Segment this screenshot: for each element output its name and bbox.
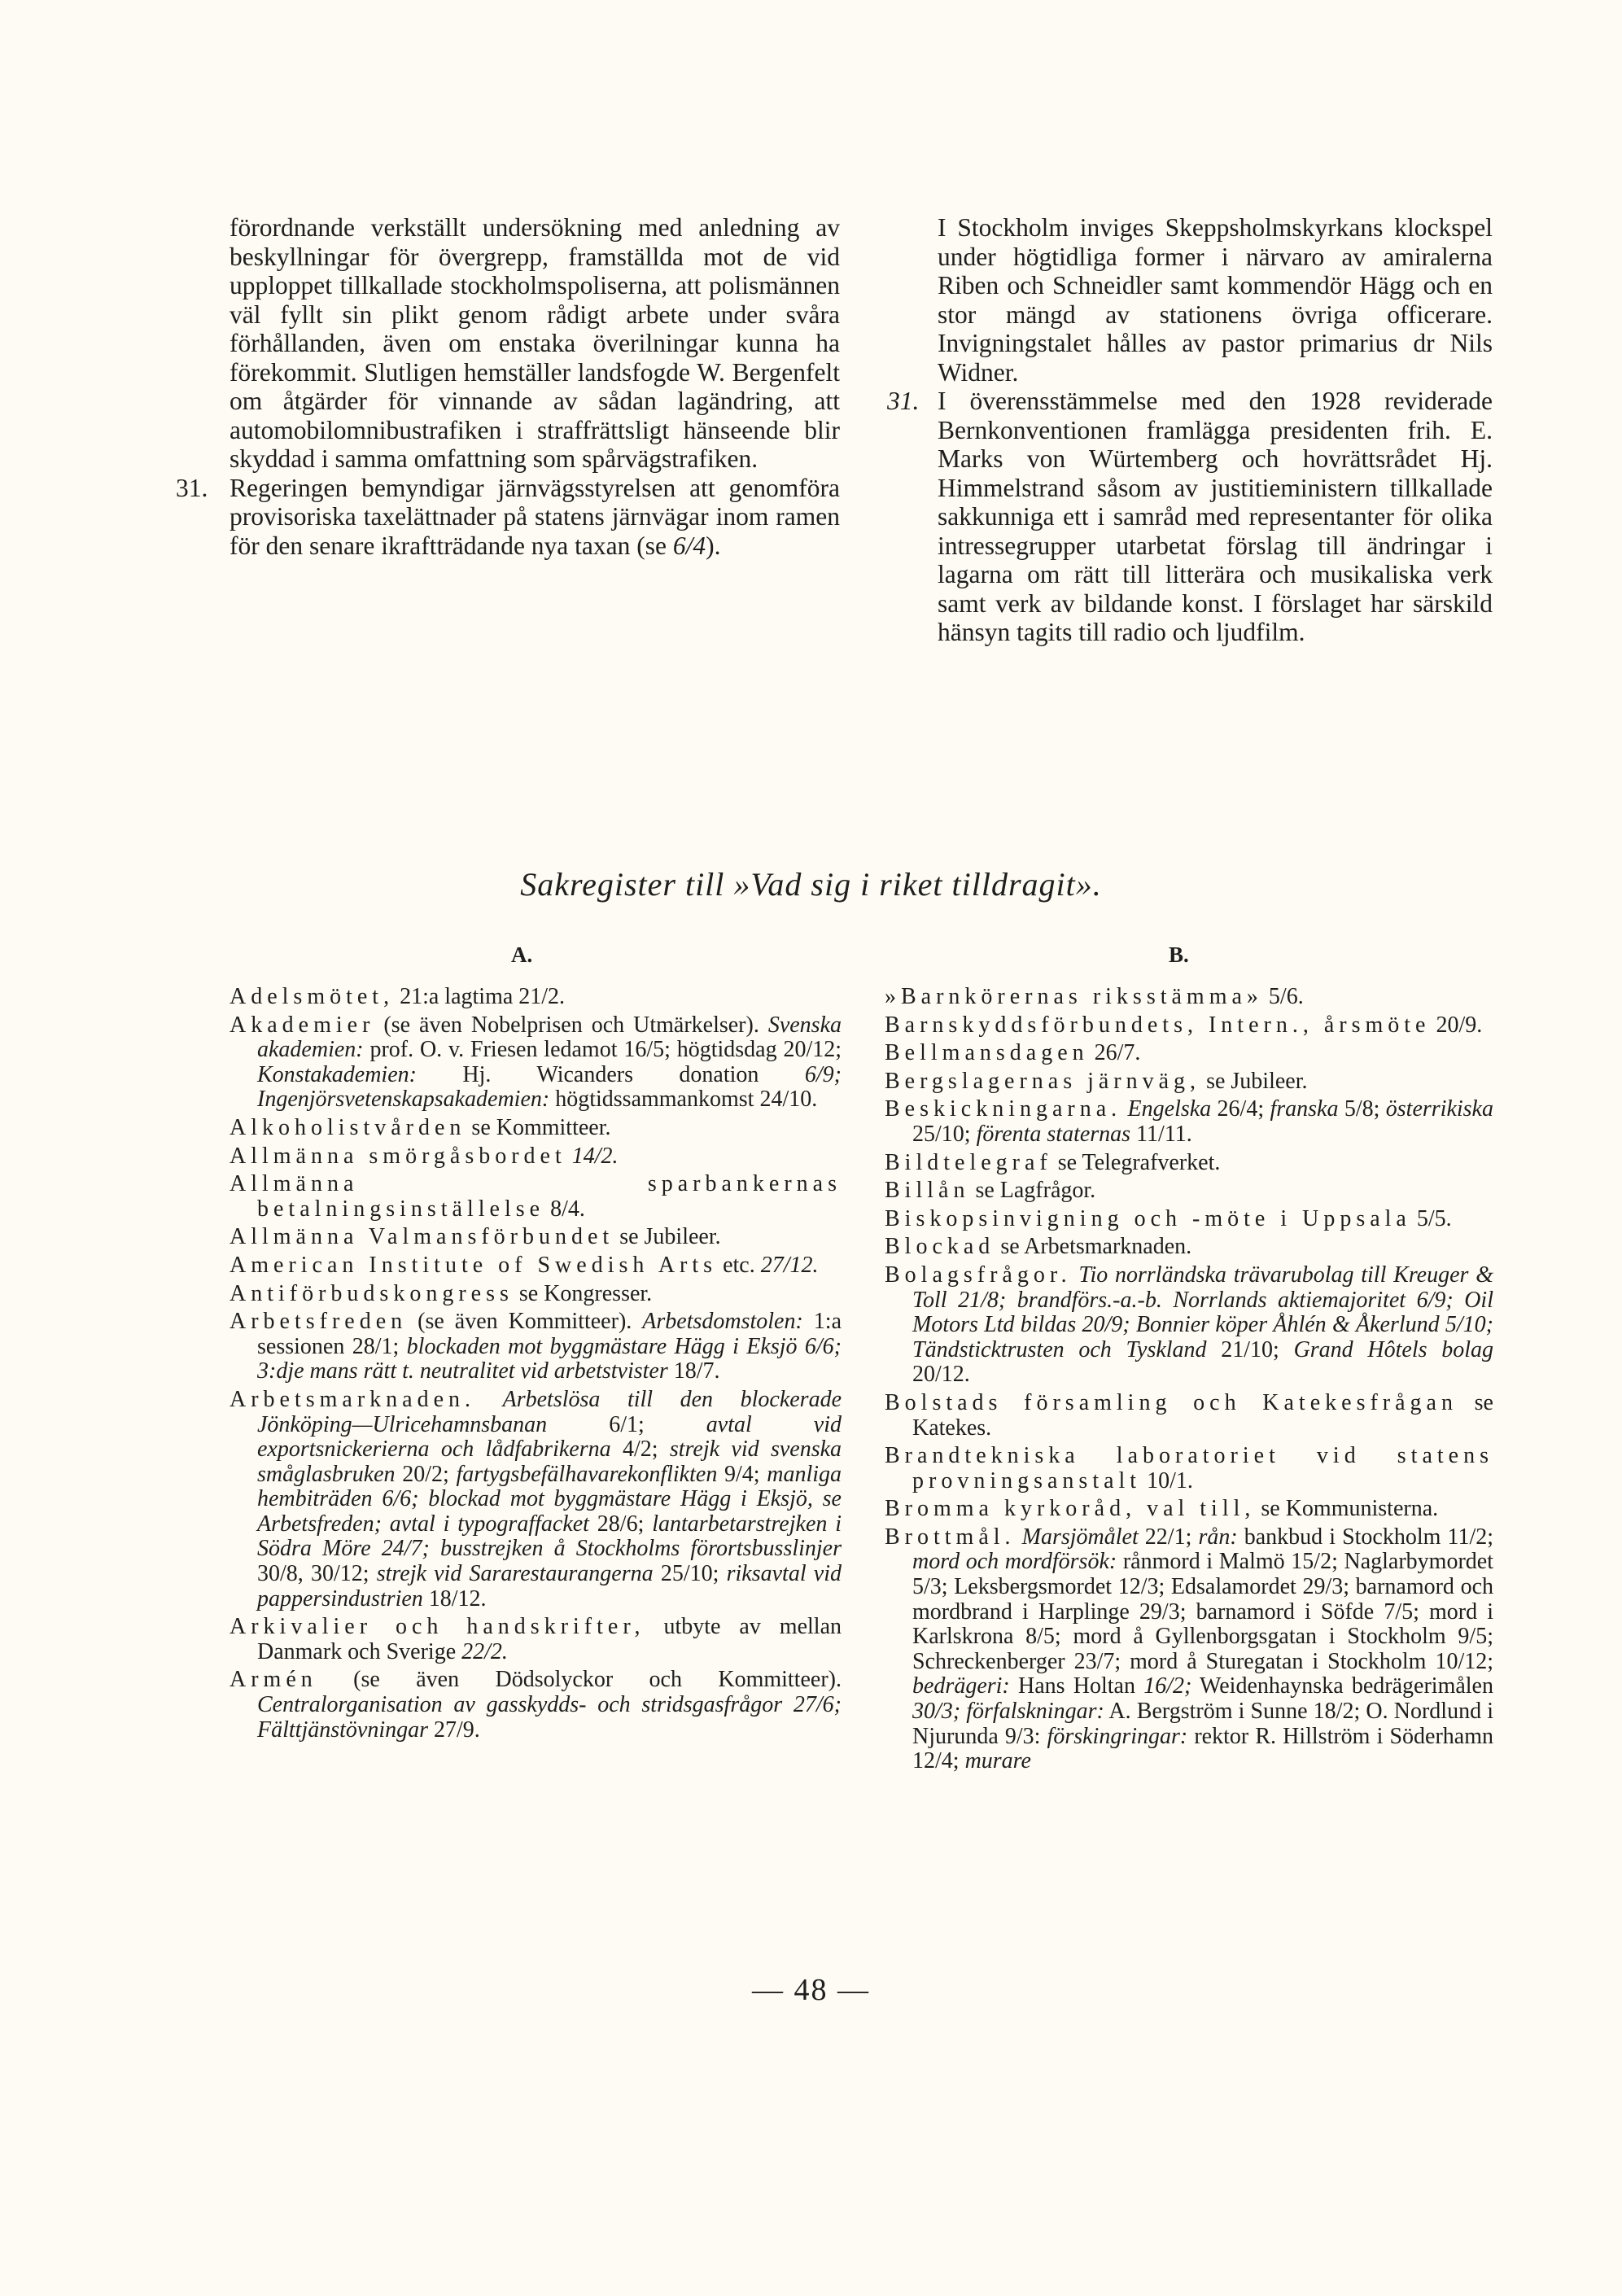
index-text: 6/1; (547, 1411, 706, 1437)
index-subentry: 14/2. (571, 1143, 619, 1169)
index-entry (885, 1069, 1493, 1095)
index-text: bankbud i Stockholm 11/2; (1237, 1524, 1494, 1550)
index-headword: Billån (885, 1178, 970, 1204)
index-text (566, 1144, 572, 1169)
index-headword: Blockad (885, 1234, 995, 1260)
index-subentry: Konstakademien: (257, 1061, 417, 1087)
index-text: 5/5. (1410, 1205, 1452, 1231)
index-entry (230, 1282, 842, 1307)
index-subentry: blockaden mot byggmästare Hägg i Eksjö 6/6; 3:dje mans rätt t. neutralitet vid arbetstvister (257, 1333, 842, 1384)
index-text: Hj. Wicanders donation (416, 1061, 805, 1087)
index-text: Weidenhaynska bedrägerimålen (1191, 1673, 1493, 1699)
index-text: 20/2; (395, 1461, 457, 1487)
index-headword: Allmänna Valmansförbundet (230, 1224, 614, 1250)
index-headword: Arbetsfreden (230, 1309, 408, 1335)
index-entry (230, 1310, 842, 1384)
index-text: se Kommunisterna. (1255, 1496, 1439, 1522)
index-entry (230, 1388, 842, 1612)
index-text: se Jubileer. (614, 1224, 721, 1250)
index-text: 26/7. (1088, 1040, 1141, 1066)
index-entry (885, 1013, 1493, 1039)
index-entry (230, 1116, 842, 1141)
index-entry (230, 1013, 842, 1113)
index-text: 8/4. (544, 1196, 585, 1222)
index-text: etc. (717, 1252, 761, 1278)
index-headword: Bolstads församling och Katekesfrågan (885, 1389, 1458, 1415)
index-subentry: 22/2. (461, 1638, 508, 1664)
index-subentry: Tio norrländska trävarubolag till Kreuger & Toll 21/8; brandförs.-a.-b. Norrlands aktiemajoritet 6/9; Oil Motors Ltd bildas 20/9; Bonnier köper Åhlén & Åkerlund 5/10; Tändsticktrusten och Tyskland (912, 1262, 1493, 1362)
index-text: 5/8; (1338, 1096, 1386, 1122)
index-text: (se även Dödsolyckor och Kommitteer). (317, 1667, 842, 1693)
register-column-b (885, 985, 1493, 1774)
index-text: se Kommitteer. (466, 1114, 611, 1140)
index-text: (se även Kommitteer). (407, 1309, 643, 1335)
index-entry (230, 1172, 842, 1222)
index-subentry: 27/12. (760, 1252, 819, 1278)
index-headword: Beskickningarna. (885, 1096, 1122, 1122)
index-subentry: Arbetslösa till den blockerade Jönköping—Ulricehamnsbanan (257, 1386, 842, 1437)
index-entry (885, 1263, 1493, 1388)
index-subentry: murare (964, 1748, 1031, 1774)
entry-text-end: ). (706, 531, 721, 560)
index-text: 5/6. (1262, 984, 1304, 1009)
index-subentry: mord och mordförsök: (912, 1549, 1117, 1575)
chronicle-entry (176, 473, 840, 561)
index-entry (885, 1097, 1493, 1147)
entry-reference: 6/4 (672, 531, 706, 560)
index-subentry: Grand Hôtels bolag (1293, 1336, 1493, 1362)
top-left-column (176, 213, 840, 560)
index-text (1121, 1096, 1127, 1122)
index-entry (230, 1253, 842, 1279)
index-text: prof. O. v. Friesen ledamot 16/5; högtidsdag 20/12; (363, 1037, 842, 1063)
index-text: 18/12. (422, 1585, 487, 1612)
entry-text: Regeringen bemyndigar järnvägsstyrelsen att genomföra provisoriska taxelättnader på statens järnvägar inom ramen för den senare ikraftträdande nya taxan (se (230, 473, 840, 560)
index-text: Hans Holtan (1009, 1673, 1144, 1699)
index-subentry: bedrägeri: (912, 1673, 1010, 1699)
index-subentry: 6/9; (804, 1061, 842, 1087)
continued-paragraph: förordnande verkställt undersökning med anledning av beskyllningar för övergrepp, framställda mot de vid upploppet tillkallade stockholmspoliserna, att polismännen väl fyllt sin plikt genom rådigt arbete under svåra förhållanden, även om enstaka överilningar kunna ha förekommit. Slutligen hemställer landsfogde W. Bergenfelt om åtgärder för vinnande av sådan lagändring, att automobilomnibustrafiken i straffrättsligt hänseende blir skyddad i samma omfattning som spårvägstrafiken. (230, 213, 840, 473)
index-text: se Lagfrågor. (969, 1178, 1096, 1204)
index-subentry: avtal vid exportsnickerierna och lådfabrikerna (257, 1411, 842, 1463)
index-headword: Armén (230, 1667, 317, 1693)
index-entry (230, 985, 842, 1010)
index-headword: »Barnkörernas riksstämma» (885, 984, 1263, 1009)
index-text (475, 1387, 503, 1412)
index-text: rektor R. Hillström i Söderhamn 12/4; (912, 1723, 1493, 1774)
index-text: 11/11. (1130, 1121, 1192, 1147)
index-text: se Katekes. (912, 1389, 1493, 1441)
section-letter-b: B. (1169, 942, 1189, 967)
top-right-column (887, 213, 1493, 647)
index-text: högtidssammankomst 24/10. (549, 1087, 818, 1113)
index-headword: Bolagsfrågor. (885, 1262, 1072, 1288)
section-letter-a: A. (511, 942, 533, 967)
index-headword: Brandtekniska laboratoriet vid statens provningsanstalt (885, 1443, 1493, 1493)
index-subentry: Marsjömålet (1021, 1524, 1139, 1550)
index-text: 1:a sessionen 28/1; (257, 1309, 842, 1359)
index-entry (885, 1041, 1493, 1066)
index-subentry: 30/3; förfalskningar: (912, 1699, 1104, 1725)
index-headword: American Institute of Swedish Arts (230, 1252, 718, 1278)
index-text: 26/4; (1211, 1096, 1270, 1122)
index-text: 20/12. (912, 1362, 970, 1388)
index-headword: Bromma kyrkoråd, val till, (885, 1496, 1256, 1522)
entry-date-number: 31. (176, 473, 208, 502)
index-text: 10/1. (1141, 1467, 1193, 1493)
index-subentry: rån: (1198, 1524, 1238, 1550)
register-title: Sakregister till »Vad sig i riket tilldragit». (520, 866, 1102, 903)
index-text: se Kongresser. (513, 1280, 653, 1306)
index-entry (885, 985, 1493, 1010)
index-entry (885, 1207, 1493, 1232)
index-entry (230, 1144, 842, 1170)
index-text: rånmord i Malmö 15/2; Naglarbymordet 5/3; Leksbergsmordet 12/3; Edsalamordet 29/3; barnamord och mordbrand i Harplinge 29/3; barnamord i Söfde 7/5; mord i Karlskrona 8/5; mord å Gyllenborgsgatan i Stockholm 9/5; Schreckenberger 23/7; mord å Sturegatan i Stockholm 10/12; (912, 1549, 1493, 1674)
index-headword: Arbetsmarknaden. (230, 1386, 476, 1412)
entry-date-number: 31. (887, 387, 920, 415)
page-number: — 48 — (752, 1973, 870, 2007)
index-text: 21:a lagtima 21/2. (394, 984, 566, 1009)
index-subentry: österrikiska (1385, 1096, 1493, 1122)
index-headword: Bellmansdagen (885, 1040, 1089, 1066)
index-subentry: manliga hembiträden 6/6; blockad mot byggmästare Hägg i Eksjö, se Arbetsfreden; avtal i typograffacket (257, 1461, 842, 1537)
index-entry (885, 1444, 1493, 1493)
index-entry (230, 1225, 842, 1250)
index-headword: Antiförbudskongress (230, 1280, 514, 1306)
index-text (1016, 1524, 1022, 1550)
chronicle-entry (887, 387, 1493, 647)
index-headword: Biskopsinvigning och -möte i Uppsala (885, 1205, 1411, 1231)
index-text: 22/1; (1138, 1524, 1199, 1550)
index-text: utbyte av mellan Danmark och Sverige (257, 1614, 842, 1664)
index-subentry: Centralorganisation av gasskydds- och stridsgasfrågor 27/6; Fälttjänstövningar (257, 1692, 842, 1743)
index-text: 21/10; (1206, 1336, 1294, 1362)
index-headword: Alkoholistvården (230, 1114, 466, 1140)
index-subentry: Svenska akademien: (257, 1012, 842, 1063)
index-text: 4/2; (610, 1437, 670, 1463)
index-text: 9/4; (717, 1461, 767, 1487)
index-entry (885, 1497, 1493, 1522)
index-text: se Telegrafverket. (1051, 1149, 1221, 1175)
index-subentry: Arbetsdomstolen: (642, 1309, 803, 1335)
index-headword: Allmänna smörgåsbordet (230, 1143, 566, 1169)
index-text: 20/9. (1430, 1012, 1483, 1038)
index-subentry: förskingringar: (1047, 1723, 1188, 1749)
index-headword: Adelsmötet, (230, 984, 395, 1009)
index-text: 28/6; (588, 1511, 653, 1537)
index-entry (885, 1525, 1493, 1774)
index-subentry: strejk vid Sararestaurangerna (376, 1561, 654, 1587)
index-headword: Arkivalier och handskrifter, (230, 1614, 645, 1640)
index-entry (885, 1391, 1493, 1441)
index-subentry: strejk vid svenska småglasbruken (257, 1437, 842, 1487)
index-entry (885, 1151, 1493, 1176)
index-subentry: Ingenjörsvetenskapsakademien: (257, 1087, 550, 1113)
index-text: A. Bergström i Sunne 18/2; O. Nordlund i Njurunda 9/3: (912, 1699, 1493, 1749)
index-headword: Allmänna sparbankernas betalningsinställelse (230, 1171, 842, 1222)
index-entry (230, 1668, 842, 1743)
index-text: se Jubileer. (1200, 1068, 1308, 1094)
index-entry (230, 1615, 842, 1664)
index-headword: Bergslagernas järnväg, (885, 1068, 1201, 1094)
index-subentry: Engelska (1127, 1096, 1212, 1122)
index-text: 27/9. (428, 1717, 480, 1743)
index-text: (se även Nobelprisen och Utmärkelser). (374, 1012, 768, 1038)
index-text: 30/8, 30/12; (257, 1561, 377, 1587)
index-text: 25/10; (653, 1561, 727, 1587)
register-column-a (230, 985, 842, 1743)
index-subentry: riksavtal vid pappersindustrien (257, 1561, 842, 1612)
index-entry (885, 1235, 1493, 1260)
index-subentry: lantarbetarstrejken i Södra Möre 24/7; busstrejken å Stockholms förortsbusslinjer (257, 1511, 842, 1562)
index-subentry: franska (1270, 1096, 1339, 1122)
index-headword: Bildtelegraf (885, 1149, 1052, 1175)
index-text: 25/10; (912, 1121, 977, 1147)
continued-paragraph: I Stockholm inviges Skeppsholmskyrkans klockspel under högtidliga former i närvaro av amiralerna Riben och Schneidler samt kommendör Hägg och en stor mängd av stationens övriga officerare. Invigningstalet hålles av pastor primarius dr Nils Widner. (938, 213, 1493, 387)
entry-text: I överensstämmelse med den 1928 reviderade Bernkonventionen framlägga presidenten frih. E. Marks von Würtemberg och hovrättsrådet Hj. Himmelstrand såsom av justitieministern tillkallade sakkunniga ett i samråd med representanter för olika intressegrupper utarbetat förslag till ändringar i lagarna om rätt till litterära och musikaliska verk samt verk av bildande konst. I förslaget har särskild hänsyn tagits till radio och ljudfilm. (938, 387, 1493, 646)
index-subentry: förenta staternas (976, 1121, 1131, 1147)
index-subentry: fartygsbefälhavarekonflikten (456, 1461, 718, 1487)
index-text: se Arbetsmarknaden. (995, 1234, 1192, 1260)
index-subentry: 16/2; (1143, 1673, 1192, 1699)
index-headword: Akademier (230, 1012, 375, 1038)
index-text: 18/7. (667, 1358, 720, 1384)
index-headword: Brottmål. (885, 1524, 1016, 1550)
index-entry (885, 1179, 1493, 1204)
index-headword: Barnskyddsförbundets, Intern., årsmöte (885, 1012, 1431, 1038)
